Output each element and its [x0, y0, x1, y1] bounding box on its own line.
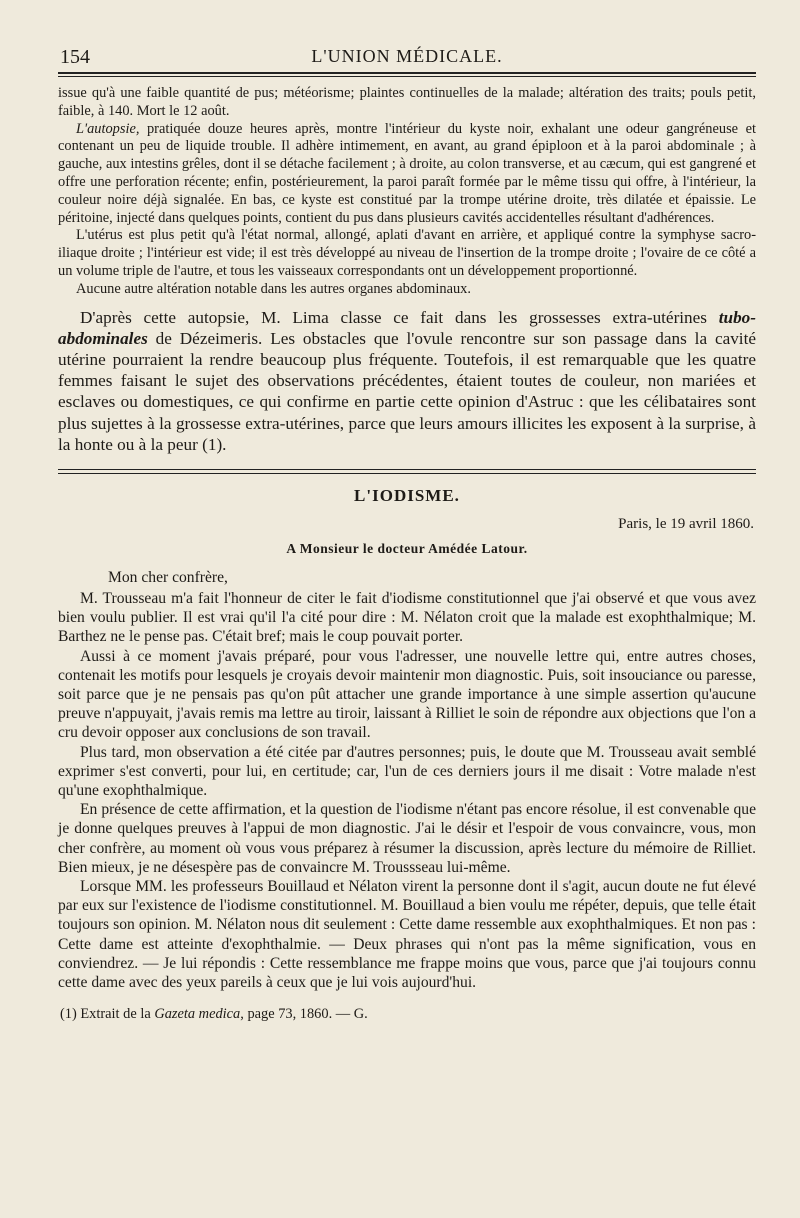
running-head: L'UNION MÉDICALE.	[311, 46, 503, 66]
header-rule-thin	[58, 76, 756, 77]
case-report	[58, 85, 756, 299]
letter-salutation: Mon cher confrère,	[108, 568, 228, 586]
paragraph: Plus tard, mon observation a été citée par d'autres personnes; puis, le doute que M. Trousseau avait semblé exprimer s'est converti, pour lui, en certitude; car, l'un de ces derniers jours il me disait : Votre malade n'est qu'une exophthalmique.	[58, 743, 756, 800]
paragraph: Aucune autre altération notable dans les autres organes abdominaux.	[76, 280, 471, 297]
paragraph: En présence de cette affirmation, et la question de l'iodisme n'étant pas encore résolue, il est convenable que je donne quelques preuves à l'appui de mon diagnostic. J'ai le désir et l'espoir de vous convaincre, vous, mon cher confrère, au moment où vous vous préparez à résumer la discussion, après lecture du mémoire de Rilliet. Bien mieux, je ne désespère pas de convaincre M. Troussseau lui-même.	[58, 801, 756, 876]
letter-date: Paris, le 19 avril 1860.	[618, 515, 754, 532]
paragraph: L'utérus est plus petit qu'à l'état normal, allongé, aplati d'avant en arrière, et appliqué contre la symphyse sacro-iliaque droite ; l'intérieur est vide; il est très développé au niveau de l'insertion de la trompe droite ; l'ovaire de ce côté a un volume triple de l'autre, et tous les vaisseaux correspondants ont un développement proportionné.	[58, 227, 756, 279]
header-rule	[58, 72, 756, 74]
text-run: (1) Extrait de la	[60, 1006, 155, 1023]
paragraph: issue qu'à une faible quantité de pus; météorisme; plaintes continuelles de la malade; altération des traits; pouls petit, faible, à 140. Mort le 12 août.	[58, 85, 756, 119]
italic-term: Gazeta medica	[154, 1006, 241, 1023]
italic-term: tubo-abdominales	[58, 307, 756, 348]
paragraph	[58, 307, 756, 455]
text-run: , page 73, 1860. — G.	[240, 1006, 368, 1023]
commentary	[58, 307, 756, 455]
autopsy-lead: L'autopsie,	[76, 120, 140, 137]
text-run: de Dézeimeris. Les obstacles que l'ovule rencontre sur son passage dans la cavité utérine pourraient la rendre beaucoup plus fréquente. Toutefois, il est remarquable que les quatre femmes faisant le sujet des observations précédentes, étaient toutes de couleur, non mariées et esclaves ou domestiques, ce qui confirme en partie cette opinion d'Astruc : que les célibataires sont plus sujettes à la grossesse extra-utérines, parce que leurs amours illicites les exposent à la surprise, à la honte ou à la peur (1).	[58, 328, 756, 454]
paragraph: Aussi à ce moment j'avais préparé, pour vous l'adresser, une nouvelle lettre qui, entre autres choses, contenait les motifs pour lesquels je croyais devoir maintenir mon diagnostic. Puis, soit insouciance ou paresse, soit parce que je ne pensais pas qu'on pût attacher une grande importance à une simple assertion qu'aucune preuve n'appuyait, j'avais remis ma lettre au tiroir, laissant à Rilliet le soin de répondre aux objections que l'on a cru devoir opposer aux conclusions de son travail.	[58, 647, 756, 742]
text-run: D'après cette autopsie, M. Lima classe ce fait dans les grossesses extra-utérines	[80, 307, 719, 327]
section-title: L'IODISME.	[354, 485, 460, 505]
footnote	[60, 1006, 756, 1023]
paragraph: Lorsque MM. les professeurs Bouillaud et Nélaton virent la personne dont il s'agit, aucun doute ne fut élevé par eux sur l'existence de l'iodisme constitutionnel. M. Bouillaud a bien voulu me répéter, depuis, que telle était toujours son opinion. M. Nélaton nous dit seulement : Cette dame ressemble aux exophthalmiques. Et non pas : Cette dame est atteinte d'exophthalmie. — Deux phrases qui n'ont pas la même signification, vous en conviendrez. — Je lui répondis : Cette ressemblance me frappe moins que vous, parce que j'ai toujours connu cette dame avec des yeux pareils à ceux que je lui vois aujourd'hui.	[58, 878, 756, 992]
paragraph: M. Trousseau m'a fait l'honneur de citer le fait d'iodisme constitutionnel que j'ai observé et que vous avez bien voulu publier. Il est vrai qu'il l'a cité pour dire : M. Nélaton croit que la malade est exophthalmique; M. Barthez ne le pense pas. C'était bref; mais le coup pouvait porter.	[58, 589, 756, 646]
letter-addressee: A Monsieur le docteur Amédée Latour.	[286, 540, 528, 556]
page	[58, 40, 756, 1023]
paragraph	[58, 121, 756, 228]
letter-body	[58, 589, 756, 992]
autopsy-text: pratiquée douze heures après, montre l'intérieur du kyste noir, exhalant une odeur gangréneuse et contenant un peu de liquide trouble. Il adhère intimement, en avant, au grand épiploon et à la paroi abdominale ; à gauche, aux intestins grêles, dont il se détache facilement ; à droite, au colon transverse, et au cæcum, qui est gangrené et offre une perforation récente; enfin, postérieurement, la paroi paraît formée par le même tissu qui offre, à l'intérieur, la couleur noire déjà signalée. En bas, ce kyste est constitué par la trompe utérine droite, très dilatée et épaissie. Le péritoine, injecté dans quelques points, contient du pus dans plusieurs cavités accidentelles résultant d'adhérences.	[58, 120, 756, 226]
section-divider	[58, 469, 756, 474]
page-number: 154	[60, 46, 90, 68]
page-header	[58, 40, 756, 70]
